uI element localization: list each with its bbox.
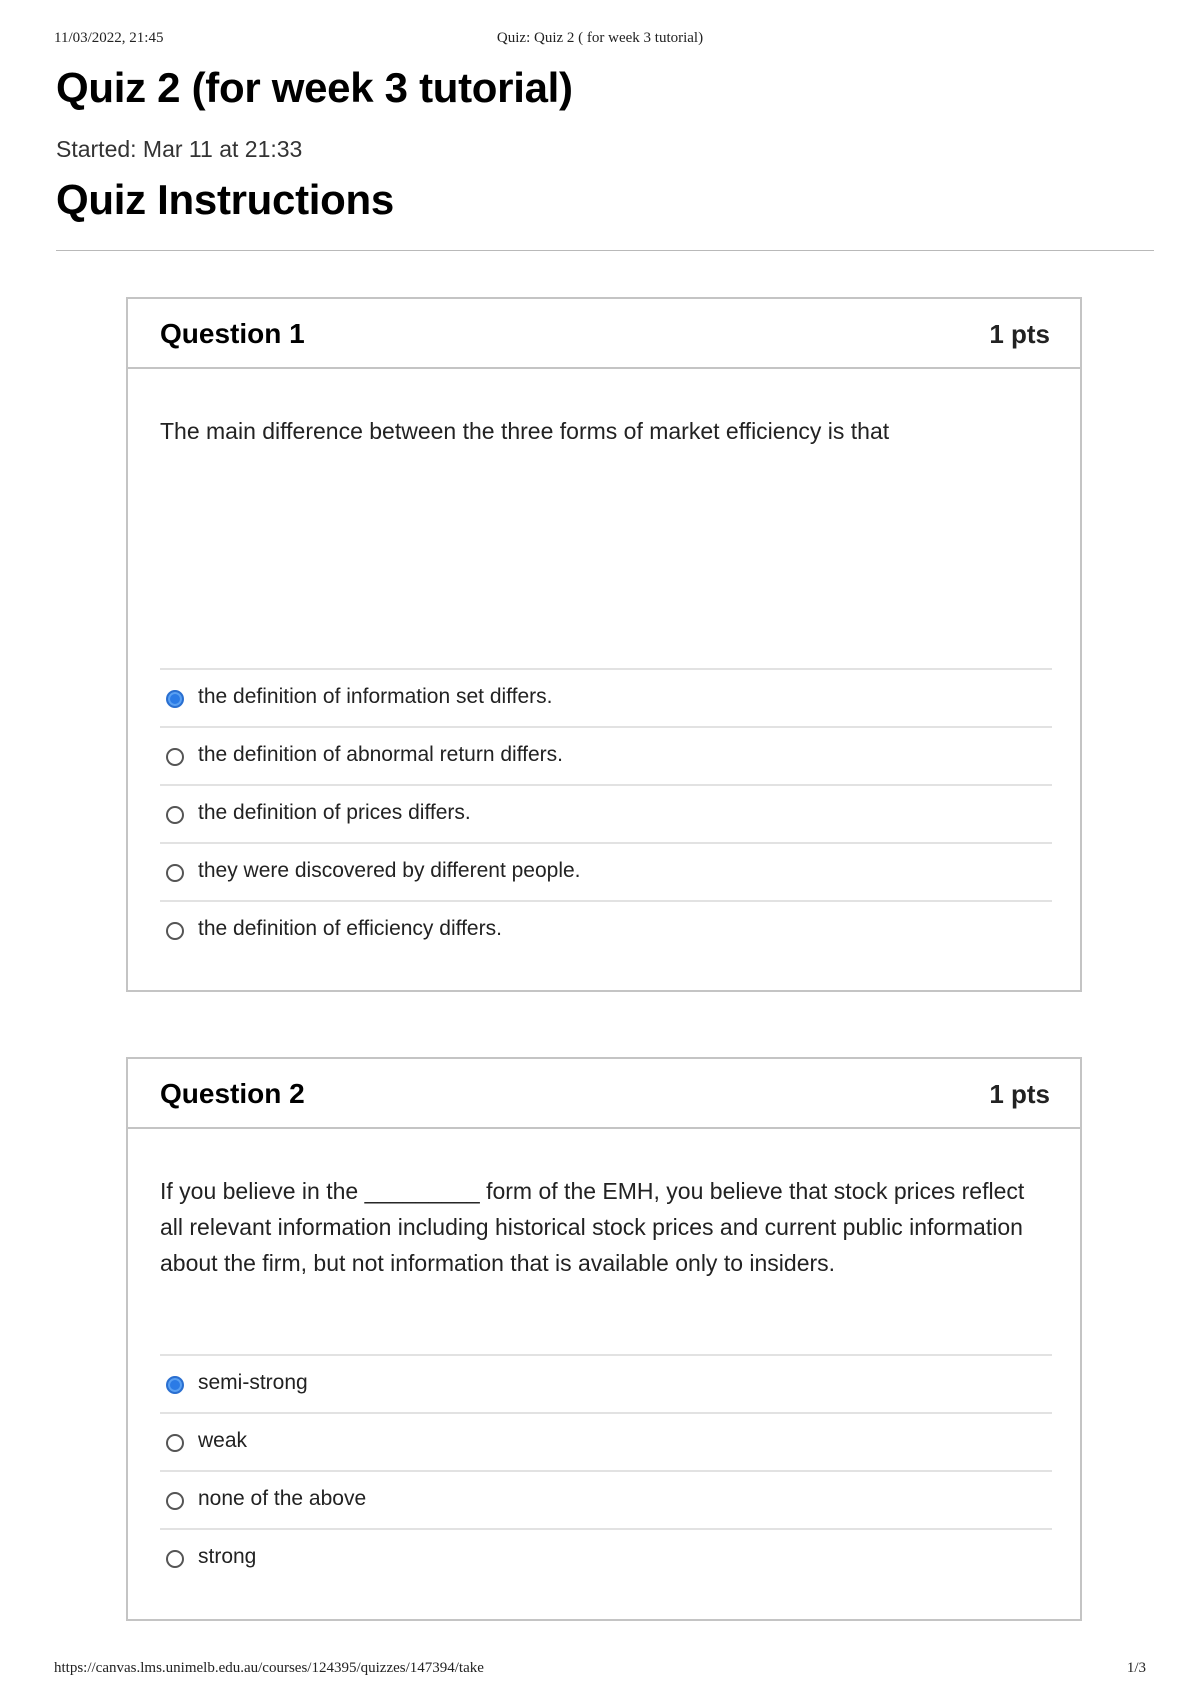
answer-label[interactable]: the definition of abnormal return differs. xyxy=(198,743,563,766)
quiz-instructions-heading: Quiz Instructions xyxy=(56,176,394,223)
page-number: 1/3 xyxy=(1126,1660,1146,1676)
answer-label[interactable]: the definition of prices differs. xyxy=(198,801,471,824)
answer-label[interactable]: they were discovered by different people. xyxy=(198,859,581,882)
radio-icon[interactable] xyxy=(166,748,184,766)
question-title: Question 2 xyxy=(160,1078,305,1109)
answer-list xyxy=(160,1354,1052,1586)
answer-label[interactable]: the definition of information set differs. xyxy=(198,685,553,708)
question-title: Question 1 xyxy=(160,318,305,349)
answer-label[interactable]: none of the above xyxy=(198,1487,367,1510)
question-points: 1 pts xyxy=(989,319,1050,349)
answer-option[interactable] xyxy=(160,1528,1052,1586)
answer-label[interactable]: the definition of efficiency differs. xyxy=(198,917,502,940)
radio-icon[interactable] xyxy=(166,864,184,882)
radio-selected-icon[interactable] xyxy=(166,690,184,708)
question-text: The main difference between the three forms of market efficiency is that xyxy=(160,418,890,444)
question-1 xyxy=(126,297,1082,992)
radio-icon[interactable] xyxy=(166,922,184,940)
radio-icon[interactable] xyxy=(166,1434,184,1452)
answer-option[interactable] xyxy=(160,726,1052,784)
print-url: https://canvas.lms.unimelb.edu.au/courses/124395/quizzes/147394/take xyxy=(54,1660,484,1676)
answer-list xyxy=(160,668,1052,958)
question-2 xyxy=(126,1057,1082,1621)
answer-label[interactable]: strong xyxy=(198,1545,257,1568)
question-points: 1 pts xyxy=(989,1079,1050,1109)
answer-option[interactable] xyxy=(160,784,1052,842)
quiz-title: Quiz 2 (for week 3 tutorial) xyxy=(56,64,573,111)
question-header xyxy=(128,299,1080,369)
print-footer xyxy=(54,1660,1146,1680)
radio-icon[interactable] xyxy=(166,806,184,824)
header-divider xyxy=(56,250,1154,251)
radio-selected-icon[interactable] xyxy=(166,1376,184,1394)
answer-option[interactable] xyxy=(160,1412,1052,1470)
print-header xyxy=(54,30,1146,50)
answer-label[interactable]: semi-strong xyxy=(198,1371,308,1394)
started-timestamp: Started: Mar 11 at 21:33 xyxy=(56,136,303,162)
question-text: If you believe in the _________ form of the EMH, you believe that stock prices reflect all relevant information including historical stock prices and current public information about the firm, but not information that is available only to insiders. xyxy=(160,1178,1025,1276)
answer-option[interactable] xyxy=(160,668,1052,726)
answer-option[interactable] xyxy=(160,1470,1052,1528)
print-date: 11/03/2022, 21:45 xyxy=(54,30,164,46)
radio-icon[interactable] xyxy=(166,1492,184,1510)
answer-option[interactable] xyxy=(160,842,1052,900)
answer-option[interactable] xyxy=(160,900,1052,958)
print-page-title: Quiz: Quiz 2 ( for week 3 tutorial) xyxy=(496,30,704,46)
radio-icon[interactable] xyxy=(166,1550,184,1568)
answer-option[interactable] xyxy=(160,1354,1052,1412)
question-header xyxy=(128,1059,1080,1129)
answer-label[interactable]: weak xyxy=(198,1429,248,1452)
